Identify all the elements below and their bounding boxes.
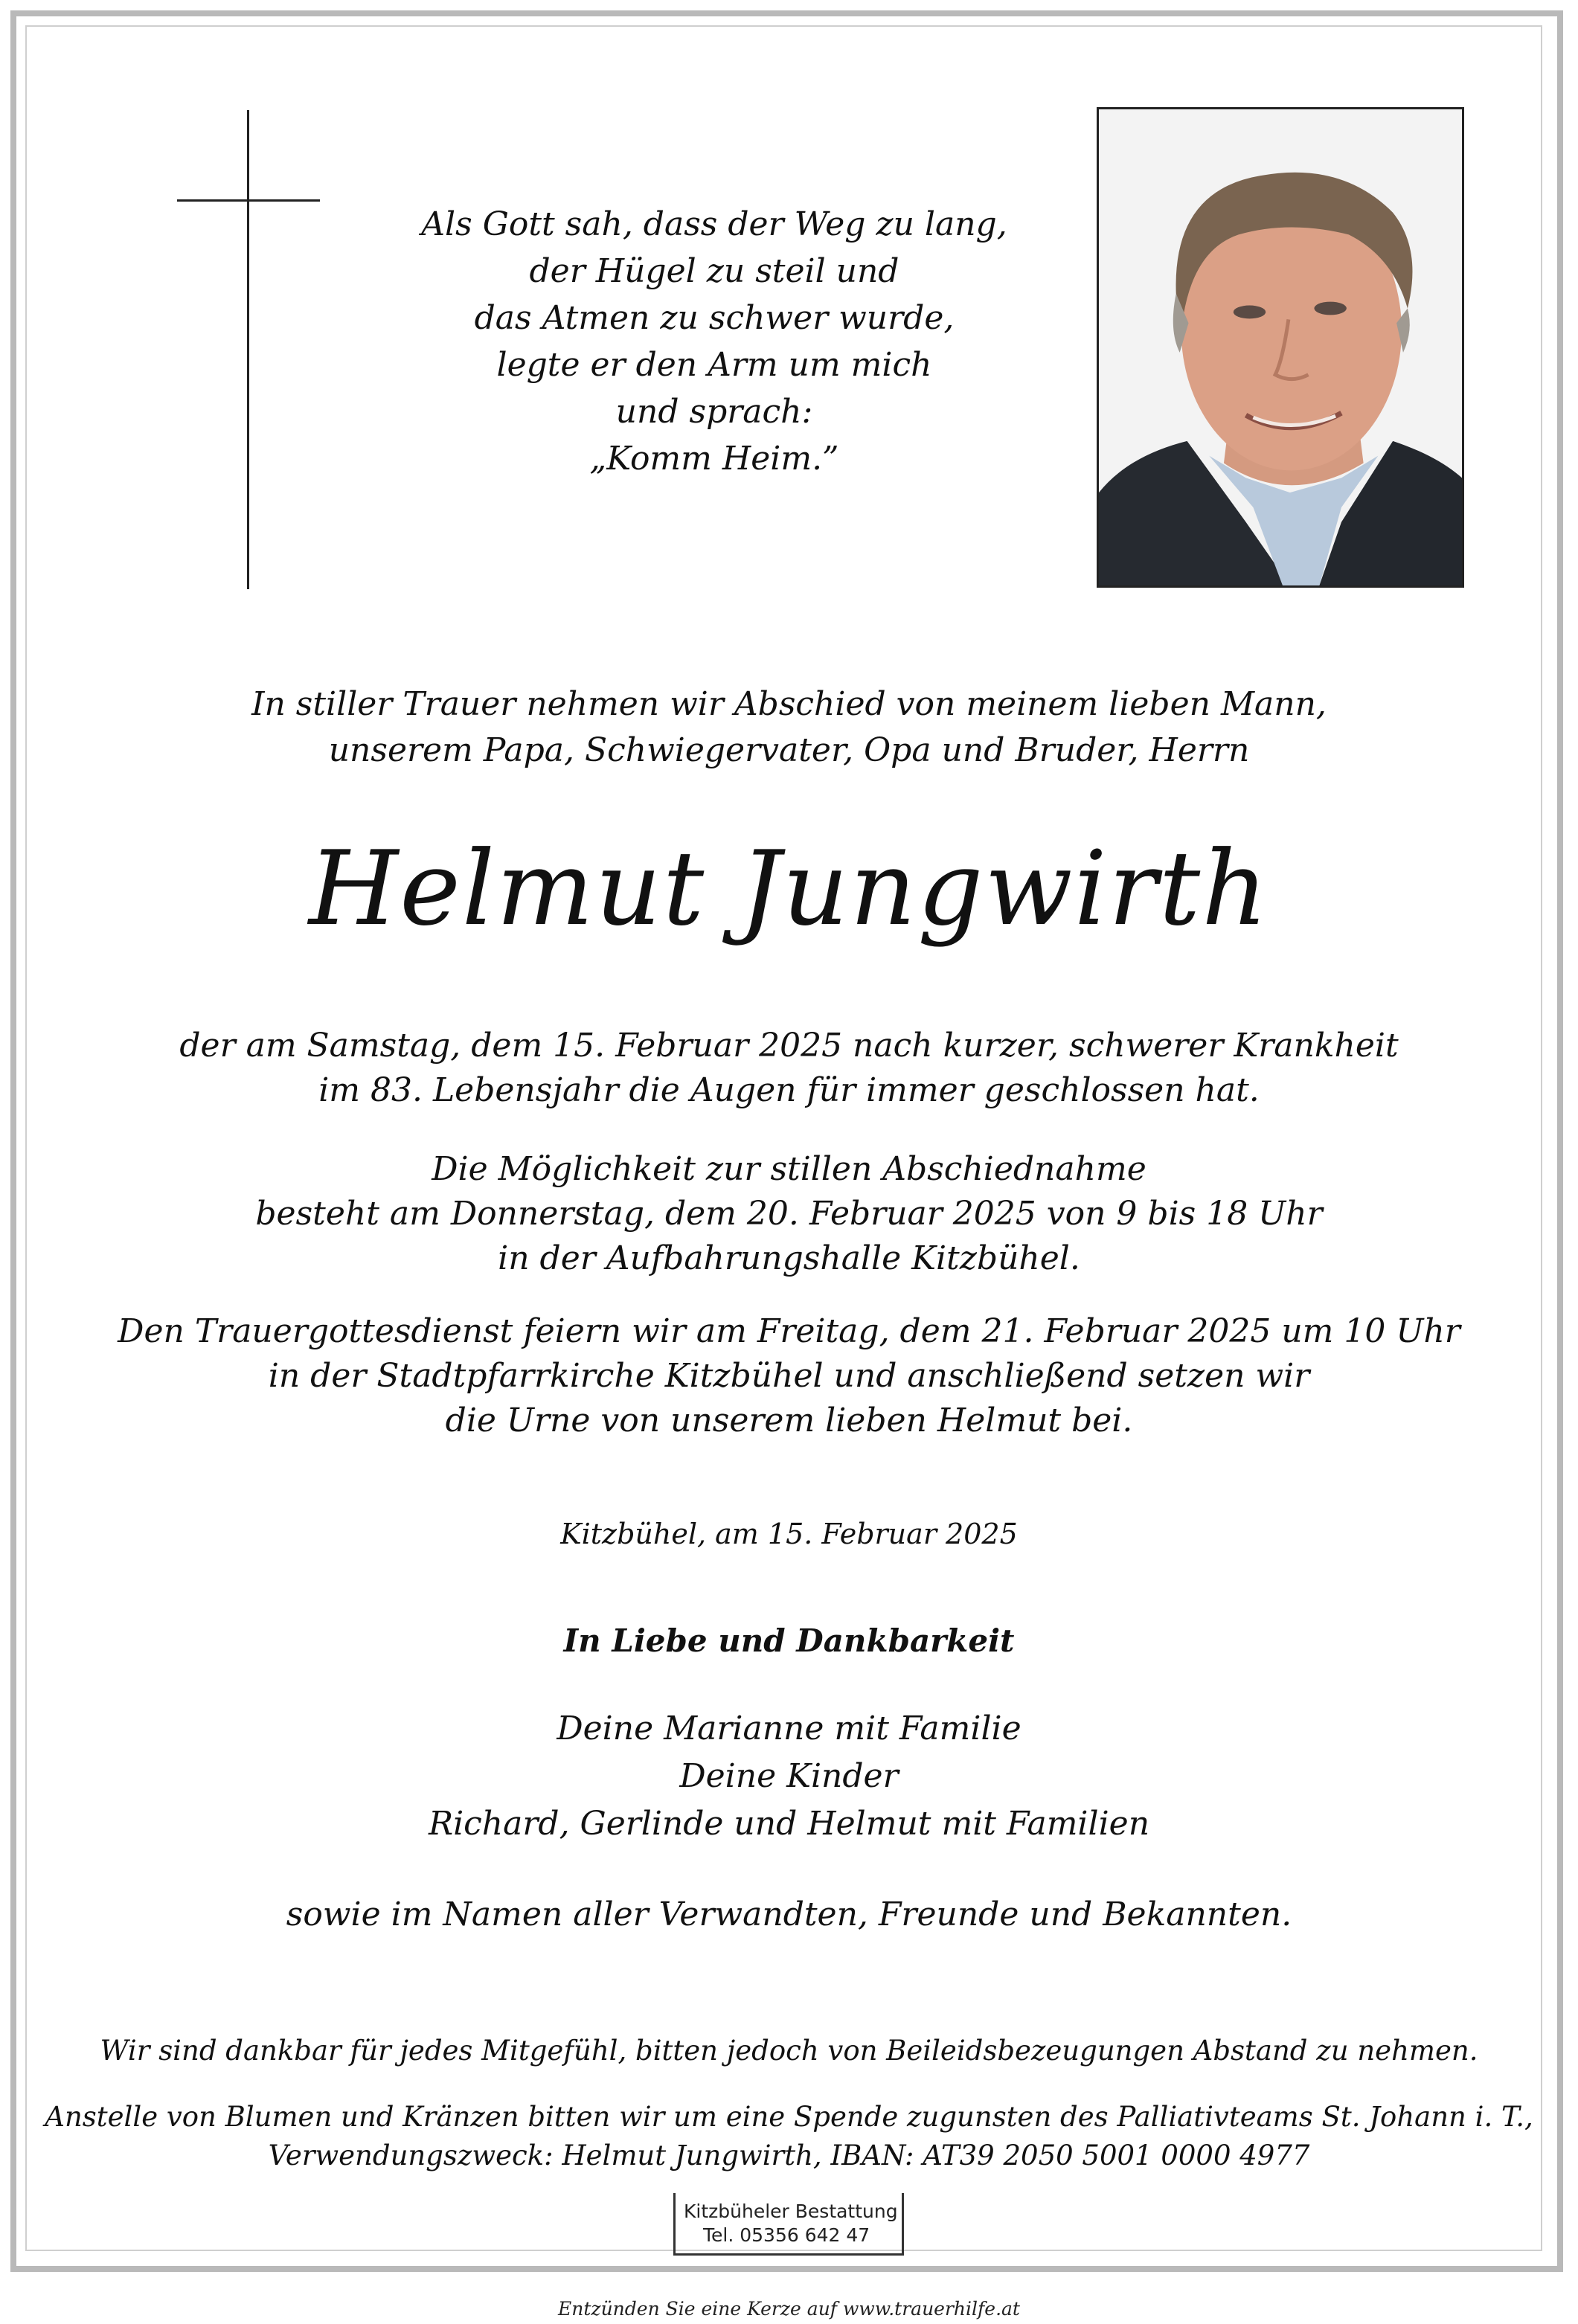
thanks-heading: In Liebe und Dankbarkeit (563, 1622, 1015, 1659)
portrait-photo (1097, 107, 1464, 588)
funeral-home-phone: Tel. 05356 642 47 (703, 2224, 870, 2246)
poem-line: der Hügel zu steil und (529, 252, 899, 290)
service-line: Den Trauergottesdienst feiern wir am Freitag, dem 21. Februar 2025 um 10 Uhr (118, 1312, 1460, 1350)
poem-line: „Komm Heim.” (589, 440, 839, 478)
poem-line: und sprach: (615, 393, 813, 431)
family-list (0, 1705, 1578, 1848)
farewell-line: in der Aufbahrungshalle Kitzbühel. (498, 1239, 1080, 1277)
poem (350, 201, 1079, 482)
cross-icon-bar (177, 199, 320, 202)
donation-line: Anstelle von Blumen und Kränzen bitten wir um eine Spende zugunsten des Palliativteams St. Johann i. T., (45, 2101, 1533, 2133)
poem-line: Als Gott sah, dass der Weg zu lang, (421, 205, 1007, 243)
logo-border-left (673, 2193, 676, 2254)
family-line: Richard, Gerlinde und Helmut mit Familien (428, 1805, 1150, 1843)
service-info (0, 1309, 1578, 1443)
poem-line: das Atmen zu schwer wurde, (474, 299, 955, 337)
logo-border-right (902, 2193, 904, 2254)
donation-line: Verwendungszweck: Helmut Jungwirth, IBAN: AT39 2050 5001 0000 4977 (268, 2140, 1310, 2171)
farewell-line: besteht am Donnerstag, dem 20. Februar 2025 von 9 bis 18 Uhr (255, 1195, 1323, 1233)
footer-link-text: Entzünden Sie eine Kerze auf www.trauerhilfe.at (558, 2298, 1020, 2320)
family-line: Deine Kinder (679, 1757, 899, 1795)
service-line: die Urne von unserem lieben Helmut bei. (445, 1402, 1133, 1439)
farewell-info (0, 1147, 1578, 1281)
family-line: Deine Marianne mit Familie (557, 1710, 1021, 1747)
cross-icon (247, 110, 249, 589)
intro-line: unserem Papa, Schwiegervater, Opa und Bruder, Herrn (328, 731, 1250, 769)
others-line: sowie im Namen aller Verwandten, Freunde und Bekannten. (286, 1896, 1292, 1933)
funeral-home-name: Kitzbüheler Bestattung (684, 2201, 898, 2222)
intro-text (0, 681, 1578, 774)
donation-note (0, 2098, 1578, 2175)
service-line: in der Stadtpfarrkirche Kitzbühel und anschließend setzen wir (268, 1357, 1310, 1395)
deceased-name: Helmut Jungwirth (308, 829, 1270, 948)
funeral-home-logo (673, 2190, 904, 2256)
logo-border-bottom (673, 2253, 904, 2256)
intro-line: In stiller Trauer nehmen wir Abschied von meinem lieben Mann, (251, 685, 1327, 723)
poem-line: legte er den Arm um mich (496, 346, 932, 384)
place-date: Kitzbühel, am 15. Februar 2025 (560, 1518, 1018, 1550)
death-notice-line: der am Samstag, dem 15. Februar 2025 nach kurzer, schwerer Krankheit (179, 1027, 1399, 1065)
farewell-line: Die Möglichkeit zur stillen Abschiednahme (432, 1150, 1146, 1188)
condolence-note: Wir sind dankbar für jedes Mitgefühl, bitten jedoch von Beileidsbezeugungen Abstand zu nehmen. (100, 2035, 1478, 2067)
death-notice (0, 1024, 1578, 1113)
death-notice-line: im 83. Lebensjahr die Augen für immer geschlossen hat. (318, 1071, 1260, 1109)
